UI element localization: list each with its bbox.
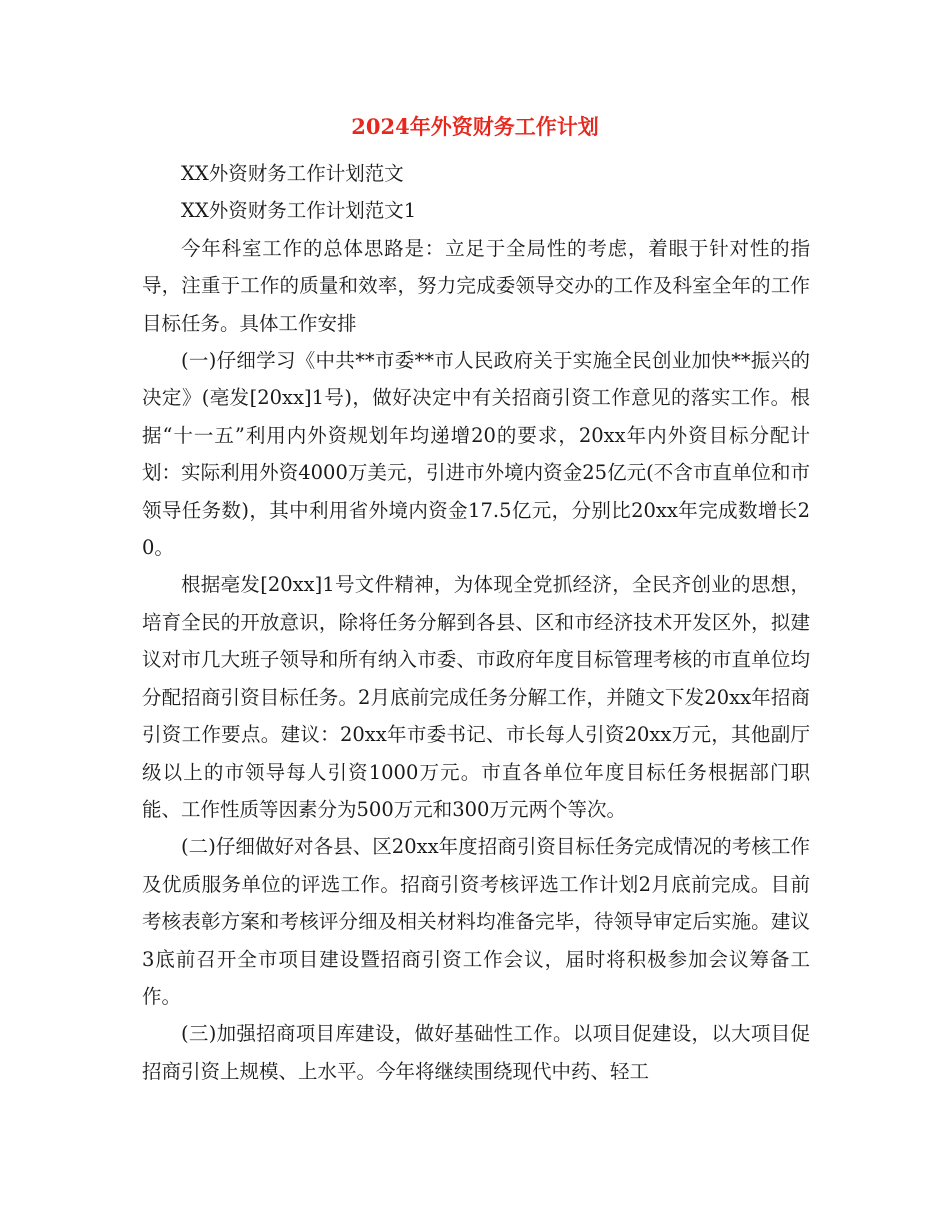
paragraph-item-1: (一)仔细学习《中共**市委**市人民政府关于实施全民创业加快**振兴的决定》(亳发[20xx]1号)，做好决定中有关招商引资工作意见的落实工作。根据“十一五”利用内外资规划年均递增20的要求，20xx年内外资目标分配计划：实际利用外资4000万美元，引进市外境内资金25亿元(不含市直单位和市领导任务数)，其中利用省外境内资金17.5亿元，分别比20xx年完成数增长20。 [142,349,810,560]
document-title: 2024年外资财务工作计划 [351,114,599,139]
paragraph-item-2: (二)仔细做好对各县、区20xx年度招商引资目标任务完成情况的考核工作及优质服务单位的评选工作。招商引资考核评选工作计划2月底前完成。目前考核表彰方案和考核评分细及相关材料均准备完毕，待领导审定后实施。建议3底前召开全市项目建设暨招商引资工作会议，届时将积极参加会议筹备工作。 [142,835,810,1008]
paragraph-task-allocation: 根据亳发[20xx]1号文件精神，为体现全党抓经济，全民齐创业的思想，培育全民的开放意识，除将任务分解到各县、区和市经济技术开发区外，拟建议对市几大班子领导和所有纳入市委、市政府年度目标管理考核的市直单位均分配招商引资目标任务。2月底前完成任务分解工作，并随文下发20xx年招商引资工作要点。建议：20xx年市委书记、市长每人引资20xx万元，其他副厅级以上的市领导每人引资1000万元。市直各单位年度目标任务根据部门职能、工作性质等因素分为500万元和300万元两个等次。 [142,573,810,821]
document-body [142,155,810,1090]
paragraph-subheading: XX外资财务工作计划范文1 [181,199,417,223]
paragraph-overview: 今年科室工作的总体思路是：立足于全局性的考虑，着眼于针对性的指导，注重于工作的质量和效率，努力完成委领导交办的工作及科室全年的工作目标任务。具体工作安排 [142,236,810,335]
paragraph-item-3: (三)加强招商项目库建设，做好基础性工作。以项目促建设，以大项目促招商引资上规模、上水平。今年将继续围绕现代中药、轻工 [142,1022,810,1083]
paragraph-heading: XX外资财务工作计划范文 [181,162,404,185]
